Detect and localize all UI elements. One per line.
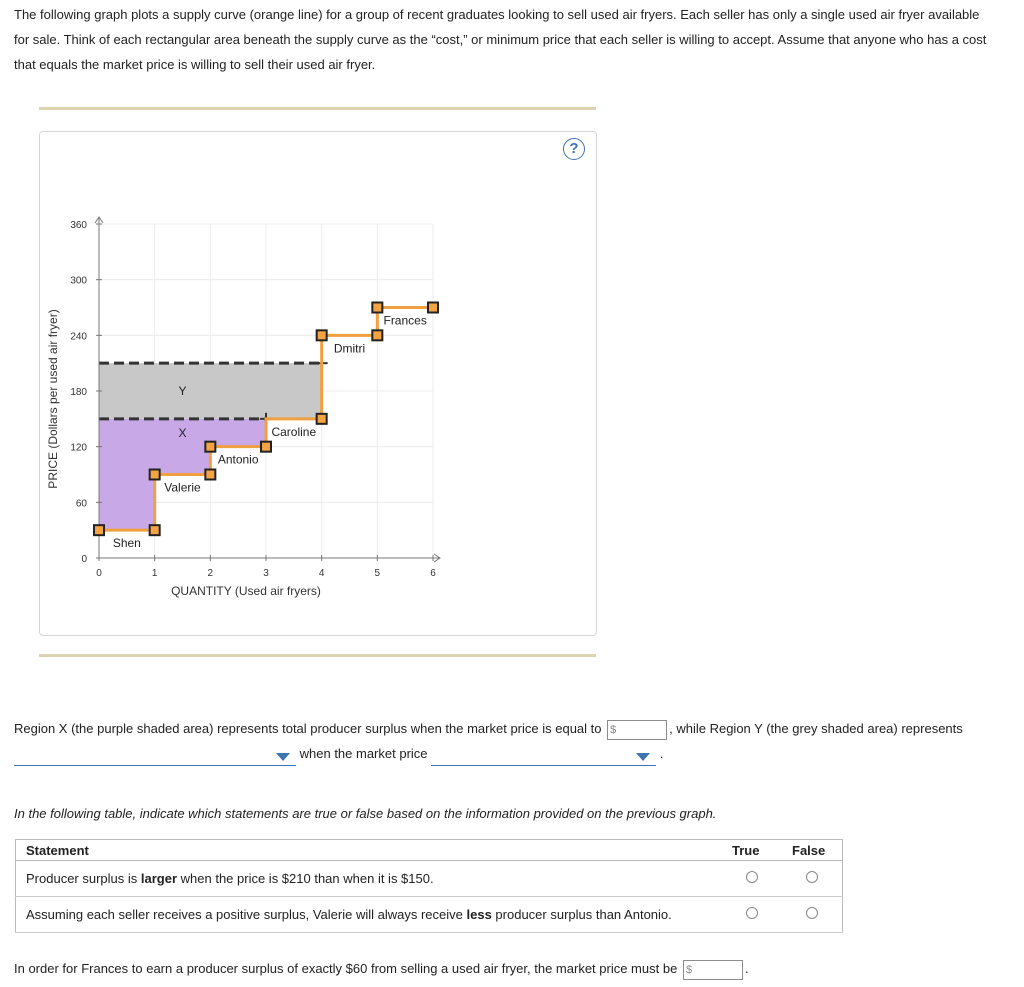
region-x-label: X <box>178 425 187 440</box>
region-y-label: Y <box>178 384 187 398</box>
y-tick-label: 0 <box>81 554 87 565</box>
currency-symbol: $ <box>610 723 617 736</box>
supply-point[interactable] <box>261 442 271 452</box>
table-instructions: In the following table, indicate which statements are true or false based on the information provided on the previous graph. <box>14 806 717 821</box>
y-tick-label: 120 <box>70 442 87 454</box>
seller-label-dmitri: Dmitri <box>333 341 366 356</box>
currency-symbol: $ <box>685 963 693 976</box>
top-divider <box>39 107 596 110</box>
header-false: False <box>782 840 843 861</box>
price-input-1[interactable] <box>607 720 667 740</box>
row1-true-radio[interactable] <box>722 861 782 897</box>
y-tick-label: 180 <box>70 387 87 398</box>
y-tick-label: 360 <box>70 220 87 231</box>
q1-text-2: , while Region Y (the grey shaded area) represents <box>669 721 963 736</box>
statement-1: Producer surplus is larger when the price is $210 than when it is $150. <box>16 861 723 897</box>
x-tick-label: 6 <box>430 568 436 579</box>
y-tick-label: 60 <box>75 498 87 510</box>
region-y-dropdown[interactable] <box>14 747 296 766</box>
y-tick-label: 240 <box>70 331 87 343</box>
supply-point[interactable] <box>317 414 327 424</box>
supply-point[interactable] <box>94 525 104 535</box>
table-header <box>16 840 843 861</box>
supply-point[interactable] <box>205 470 215 480</box>
table-row <box>16 861 843 897</box>
chevron-down-icon <box>276 753 290 761</box>
supply-point[interactable] <box>428 303 438 313</box>
q3-end: . <box>744 961 749 976</box>
supply-point[interactable] <box>205 442 215 452</box>
price-input-2[interactable] <box>683 960 743 980</box>
seller-label-shen: Shen <box>112 536 141 551</box>
y-axis-label: PRICE (Dollars per used air fryer) <box>46 309 60 489</box>
question-1 <box>14 716 1004 766</box>
supply-point[interactable] <box>372 303 382 313</box>
q1-text-3: when the market price <box>299 746 428 761</box>
seller-label-antonio: Antonio <box>217 452 259 467</box>
region-y <box>99 363 322 419</box>
x-tick-label: 1 <box>151 568 158 579</box>
q1-text-1: Region X (the purple shaded area) represents total producer surplus when the market price is equal to <box>14 721 602 736</box>
question-3 <box>14 958 749 980</box>
statement-2: Assuming each seller receives a positive surplus, Valerie will always receive less producer surplus than Antonio. <box>16 897 723 933</box>
supply-point[interactable] <box>317 330 327 340</box>
seller-label-caroline: Caroline <box>271 424 317 439</box>
row1-false-radio[interactable] <box>782 861 843 897</box>
help-icon[interactable]: ? <box>563 138 585 160</box>
seller-label-frances: Frances <box>383 313 427 328</box>
supply-point[interactable] <box>372 330 382 340</box>
x-axis-label: QUANTITY (Used air fryers) <box>171 584 321 598</box>
q1-text-4: . <box>659 746 664 761</box>
header-true: True <box>722 840 782 861</box>
x-tick-label: 5 <box>374 568 381 579</box>
header-statement: Statement <box>16 840 723 861</box>
intro-text: The following graph plots a supply curve (orange line) for a group of recent graduates looking to sell used air fryers. Each seller has only a single used air fryer available for sale. Think of each rectangular area beneath the supply curve as the “cost,” or minimum price that each seller is willing to accept. Assume that anyone who has a cost that equals the market price is willing to sell their used air fryer. <box>14 7 987 72</box>
supply-point[interactable] <box>150 525 160 535</box>
seller-label-valerie: Valerie <box>164 480 201 495</box>
chevron-down-icon <box>636 753 650 761</box>
table-row <box>16 897 843 933</box>
statement-table <box>15 839 843 933</box>
supply-point[interactable] <box>150 470 160 480</box>
x-tick-label: 0 <box>96 568 102 579</box>
bottom-divider <box>39 654 596 657</box>
row2-true-radio[interactable] <box>722 897 782 933</box>
row2-false-radio[interactable] <box>782 897 843 933</box>
y-tick-label: 300 <box>70 275 87 287</box>
x-tick-label: 3 <box>263 568 269 579</box>
supply-chart <box>40 150 600 630</box>
x-tick-label: 2 <box>207 568 214 579</box>
x-tick-label: 4 <box>318 568 325 579</box>
market-price-dropdown[interactable] <box>431 747 656 766</box>
q3-text: In order for Frances to earn a producer surplus of exactly $60 from selling a used air fryer, the market price must be <box>14 961 678 976</box>
